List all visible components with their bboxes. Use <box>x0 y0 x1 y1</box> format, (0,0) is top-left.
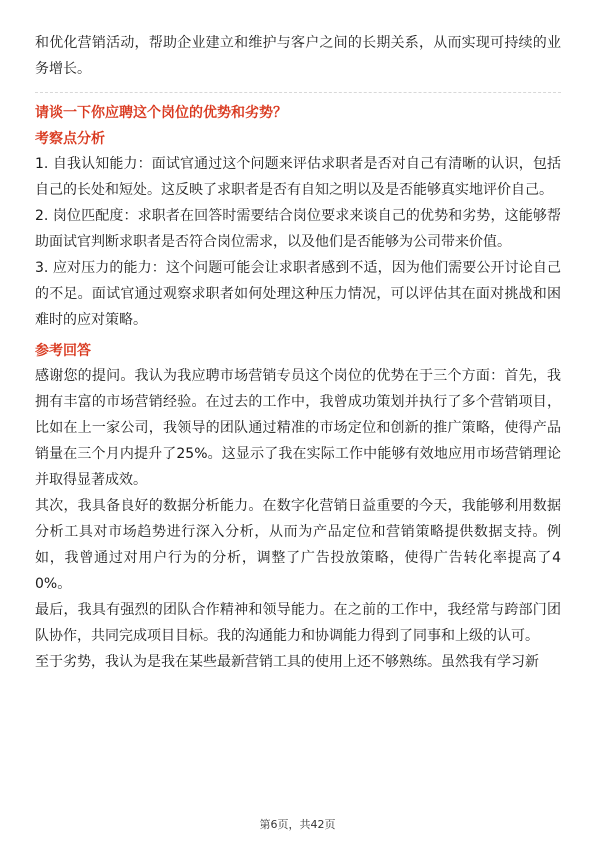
analysis-heading: 考察点分析 <box>35 131 105 147</box>
answer-paragraph: 感谢您的提问。我认为我应聘市场营销专员这个岗位的优势在于三个方面：首先，我拥有丰富的市场营销经验。在过去的工作中，我曾成功策划并执行了多个营销项目，比如在上一家公司，我领导的团队通过精准的市场定位和创新的推广策略，使得产品销量在三个月内提升了25%。这显示了我在实际工作中能够有效地应用市场营销理论并取得显著成效。 <box>35 368 561 488</box>
page-footer: 第6页，共42页 <box>259 818 336 831</box>
answer-paragraph: 最后，我具有强烈的团队合作精神和领导能力。在之前的工作中，我经常与跨部门团队协作，共同完成项目目标。我的沟通能力和协调能力得到了同事和上级的认可。 <box>35 602 561 644</box>
answer-heading: 参考回答 <box>35 343 91 359</box>
analysis-item: 2. 岗位匹配度：求职者在回答时需要结合岗位要求来谈自己的优势和劣势，这能够帮助面试官判断求职者是否符合岗位需求，以及他们是否能够为公司带来价值。 <box>35 208 561 250</box>
analysis-item: 1. 自我认知能力：面试官通过这个问题来评估求职者是否对自己有清晰的认识，包括自己的长处和短处。这反映了求职者是否有自知之明以及是否能够真实地评价自己。 <box>35 156 561 198</box>
page-content <box>35 30 561 675</box>
answer-paragraph: 至于劣势，我认为是我在某些最新营销工具的使用上还不够熟练。虽然我有学习新 <box>35 654 539 670</box>
answer-paragraph: 其次，我具备良好的数据分析能力。在数字化营销日益重要的今天，我能够利用数据分析工具对市场趋势进行深入分析，从而为产品定位和营销策略提供数据支持。例如，我曾通过对用户行为的分析，调整了广告投放策略，使得广告转化率提高了40%。 <box>35 498 561 592</box>
question-heading: 请谈一下你应聘这个岗位的优势和劣势？ <box>35 105 287 121</box>
continued-paragraph: 和优化营销活动，帮助企业建立和维护与客户之间的长期关系，从而实现可持续的业务增长。 <box>35 35 561 77</box>
section-divider <box>35 92 561 93</box>
analysis-item: 3. 应对压力的能力：这个问题可能会让求职者感到不适，因为他们需要公开讨论自己的不足。面试官通过观察求职者如何处理这种压力情况，可以评估其在面对挑战和困难时的应对策略。 <box>35 260 561 328</box>
